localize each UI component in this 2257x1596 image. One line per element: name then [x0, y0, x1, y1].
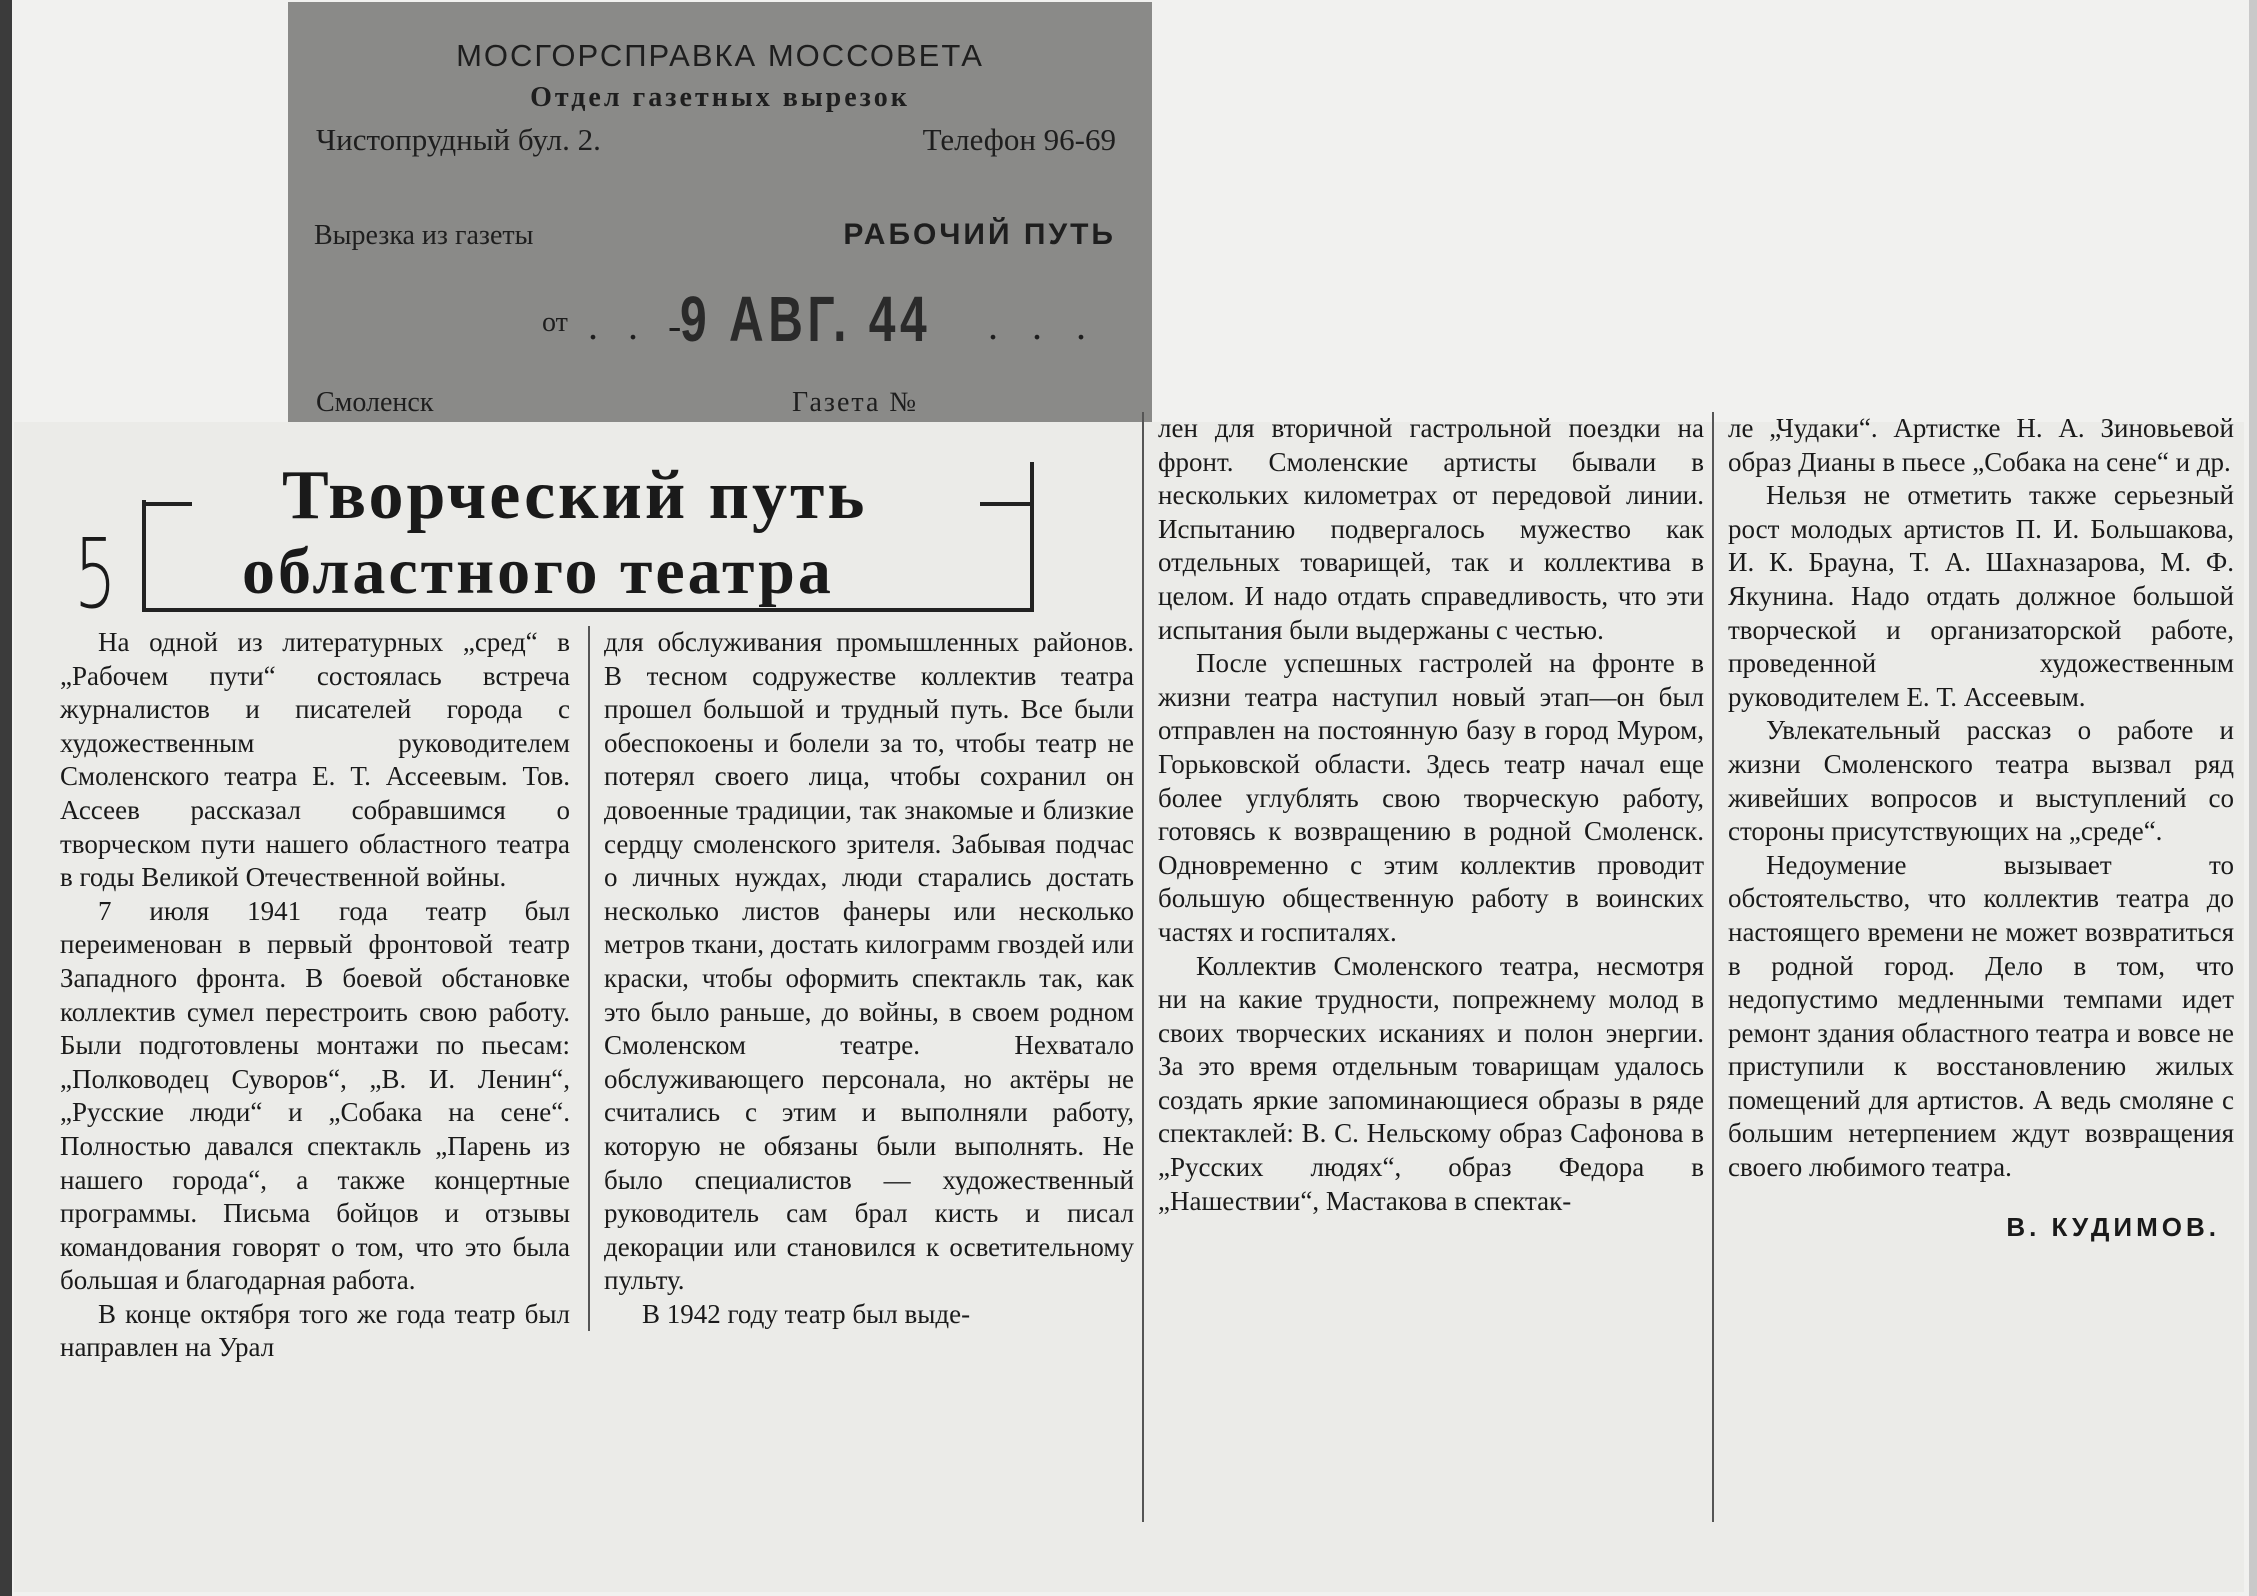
author-signature: В. КУДИМОВ. [2006, 1211, 2220, 1242]
paragraph: На одной из литературных „сред“ в „Рабочем пути“ состоялась встреча журналистов и писателей города с художественным руководителем Смоленского театра Е. Т. Ассеевым. Тов. Ассеев рассказал собравшимся о творческом пути нашего областного театра в годы Великой Отечественной войны. [60, 627, 570, 893]
article-title-box [142, 457, 1034, 612]
slip-newspaper-name: РАБОЧИЙ ПУТЬ [843, 218, 1116, 251]
paragraph: Коллектив Смоленского театра, несмотря ни на какие трудности, попрежнему молод в своих творческих исканиях и полон энергии. За это время отдельным товарищам удалось создать яркие запоминающиеся образы в ряде спектаклей: В. С. Нельскому образ Сафонова в „Русских людях“, образ Федора в „Нашествии“, Мастакова в спектак- [1158, 950, 1704, 1216]
newspaper-clipping [14, 413, 2244, 1592]
slip-address: Чистопрудный бул. 2. [316, 122, 601, 157]
paragraph: В 1942 году театр был выде- [642, 1298, 971, 1329]
article-title-line2: областного театра [242, 535, 834, 608]
slip-org: МОСГОРСПРАВКА МОССОВЕТА [456, 38, 984, 73]
slip-cut-label: Вырезка из газеты [314, 220, 534, 251]
handwritten-page-number: 5 [74, 518, 117, 630]
paragraph: После успешных гастролей на фронте в жизни театра наступил новый этап—он был отправлен на постоянную базу в город Муром, Горьковской области. Здесь театр начал еще более углублять свою творческую работу, готовясь к возвращению в родной Смоленск. Одновременно с этим коллектив проводит большую общественную работу в воинских частях и госпиталях. [1158, 648, 1704, 947]
clipping-service-slip [288, 2, 1152, 422]
slip-from-label: от [542, 307, 568, 338]
slip-dept: Отдел газетных вырезок [530, 82, 910, 113]
article-column-4 [1712, 412, 2234, 1522]
paragraph: 7 июля 1941 года театр был переименован в первый фронтовой театр Западного фронта. В боевой обстановке коллектив сумел перестроить свою работу. Были подготовлены монтажи по пьесам: „Полководец Суворов“, „В. И. Ленин“, „Русские люди“ и „Собака на сене“. Полностью давался спектакль „Парень из нашего города“, а также концертные программы. Письма бойцов и отзывы командования говорят о том, что это была большая и благодарная работа. [60, 895, 570, 1296]
scan-edge-left [0, 0, 12, 1596]
article-column-1 [60, 626, 570, 1365]
slip-date-stamp: 9 АВГ. 44 [680, 283, 932, 355]
paragraph: В конце октября того же года театр был направлен на Урал [60, 1298, 570, 1363]
slip-dots-right: . . . [988, 303, 1098, 348]
slip-gazeta-number: Газета № [792, 387, 919, 418]
article-title-line1: Творческий путь [282, 457, 868, 534]
article-column-2 [588, 626, 1134, 1331]
title-frame-left [142, 500, 146, 610]
paragraph: Нельзя не отметить также серьезный рост молодых артистов П. И. Большакова, И. К. Брауна, Т. А. Шахназарова, М. Ф. Якунина. Надо отдать должное большой творческой и организаторской работе, проведенной художественным руководителем Е. Т. Ассеевым. [1728, 480, 2234, 712]
title-dash-right [980, 502, 1030, 506]
article-column-3 [1142, 412, 1704, 1522]
slip-phone: Телефон 96-69 [922, 122, 1116, 157]
paragraph: лен для вторичной гастрольной поездки на фронт. Смоленские артисты бывали в нескольких километрах от передовой линии. Испытанию подвергалось мужество как отдельных товарищей, так и коллектива в целом. И надо отдать справедливость, что эти испытания были выдержаны с честью. [1158, 413, 1704, 645]
scan-edge-right [2249, 0, 2257, 1596]
title-dash-left [142, 502, 192, 506]
paragraph: Увлекательный рассказ о работе и жизни Смоленского театра вызвал ряд живейших вопросов и выступлений со стороны присутствующих на „среде“. [1728, 715, 2234, 847]
paragraph: для обслуживания промышленных районов. В тесном содружестве коллектив театра прошел большой и трудный путь. Все были обеспокоены и болели за то, чтобы театр не потерял своего лица, чтобы сохранил он довоенные традиции, так знакомые и близкие сердцу смоленского зрителя. Забывая подчас о личных нуждах, люди старались достать несколько листов фанеры или несколько метров ткани, достать килограмм гвоздей или краски, чтобы оформить спектакль так, как это было раньше, до войны, в своем родном Смоленском театре. Нехватало обслуживающего персонала, но актёры не считались с этим и выполняли работу, которую не обязаны были выполнять. Не было специалистов — художественный руководитель сам брал кисть и писал декорации или становился к осветительному пульту. [604, 627, 1134, 1296]
slip-dots-left: . . - [588, 303, 692, 348]
paragraph: ле „Чудаки“. Артистке Н. А. Зиновьевой образ Дианы в пьесе „Собака на сене“ и др. [1728, 413, 2234, 477]
slip-city: Смоленск [316, 387, 434, 418]
paragraph: Недоумение вызывает то обстоятельство, что коллектив театра до настоящего времени не может возвратиться в родной город. Дело в том, что недопустимо медленными темпами идет ремонт здания областного театра и вовсе не приступили к восстановлению жилых помещений для артистов. А ведь смоляне с большим нетерпением ждут возвращения своего любимого театра. [1728, 849, 2234, 1183]
